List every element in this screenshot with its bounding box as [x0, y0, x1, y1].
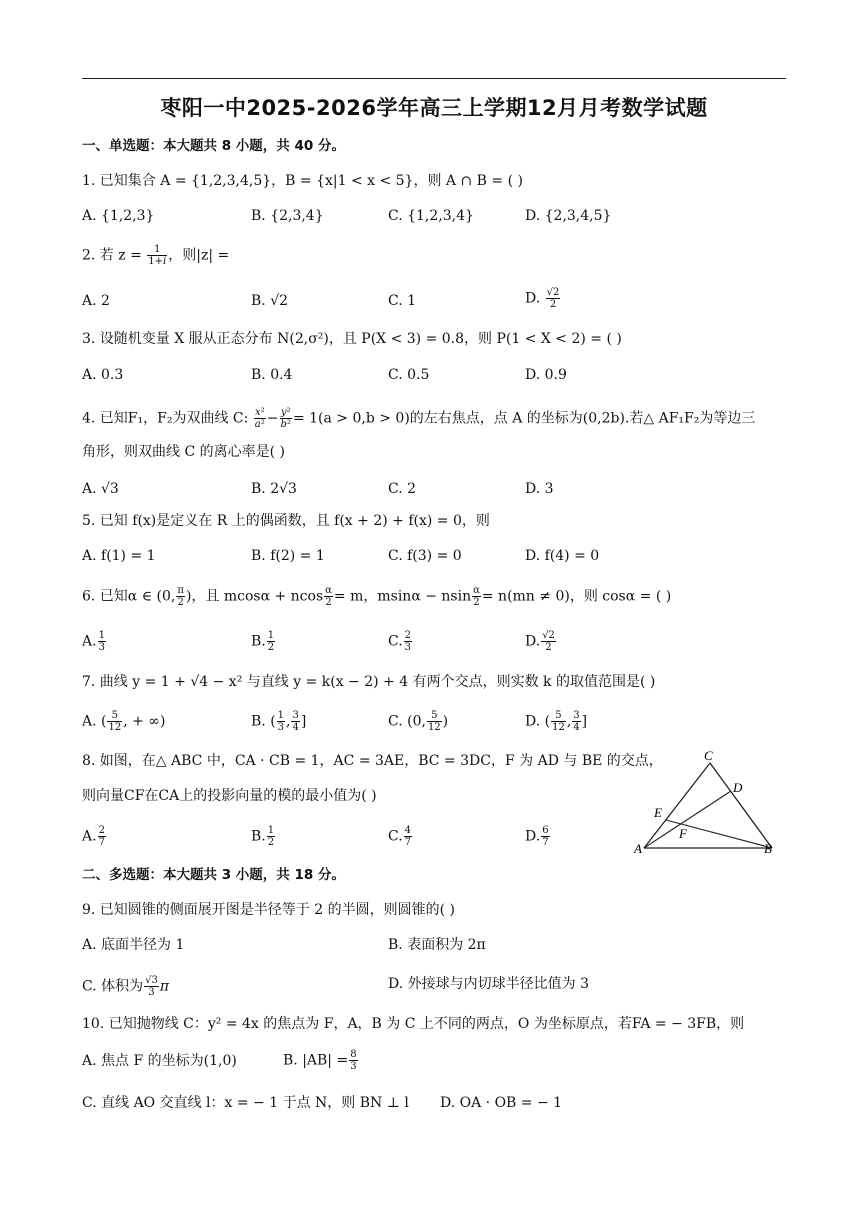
- q9-option-a: A. 底面半径为 1: [82, 937, 185, 953]
- q2-option-b: B. √2: [251, 293, 289, 309]
- question-5-stem: 5. 已知 f(x)是定义在 R 上的偶函数，且 f(x + 2) + f(x) = 0，则: [82, 513, 490, 529]
- label-d: D: [733, 780, 743, 795]
- label-e: E: [654, 805, 662, 820]
- q2-option-a: A. 2: [82, 293, 110, 309]
- q3-option-d: D. 0.9: [525, 367, 567, 383]
- label-f: F: [679, 826, 687, 841]
- question-1-stem: 1. 已知集合 A = {1,2,3,4,5}，B = {x|1 < x < 5}，则 A ∩ B = ( ): [82, 173, 523, 189]
- q8-option-d: D. $\frac{6}{7}$: [525, 825, 549, 848]
- q8-option-c: C. $\frac{4}{7}$: [388, 825, 412, 848]
- q2-option-c: C. 1: [388, 293, 417, 309]
- q5-option-c: C. f(3) = 0: [388, 548, 462, 564]
- label-c: C: [704, 748, 713, 763]
- q10-option-b: B. |AB| = $\frac{8}{3}$: [283, 1049, 357, 1072]
- q4-option-a: A. √3: [82, 481, 119, 497]
- q1-option-d: D. {2,3,4,5}: [525, 208, 612, 224]
- question-10-stem: 10. 已知抛物线 C：y² = 4x 的焦点为 F，A，B 为 C 上不同的两点，O 为坐标原点，若FA = − 3FB，则: [82, 1016, 745, 1032]
- q5-option-a: A. f(1) = 1: [82, 548, 156, 564]
- q9-option-b: B. 表面积为 2π: [388, 937, 486, 953]
- question-6-stem: 6. 已知α ∈ (0, $\frac{\pi}{2}$ )，且 mcosα + ncos $\frac{\alpha}{2}$ = m，msinα − nsin $\frac{\alpha}{2}$ = n(mn ≠ 0)，则 cosα = ( ): [82, 585, 672, 608]
- question-8-stem-line2: 则向量CF在CA上的投影向量的模的最小值为( ): [82, 788, 377, 804]
- segment-bc: [710, 763, 772, 848]
- question-4-stem-line1: 4. 已知F₁，F₂为双曲线 C: $\frac{\text{x²}}{\text{a²}}$ − $\frac{\text{y²}}{\text{b²}}$ = 1(a > 0,b > 0)的左右焦点，点 A 的坐标为(0,2b).若△ AF₁F₂为等边三: [82, 407, 756, 430]
- q10-option-d: D. OA · OB = − 1: [440, 1095, 563, 1111]
- page-title: 枣阳一中2025-2026学年高三上学期12月月考数学试题: [160, 96, 708, 120]
- q3-option-b: B. 0.4: [251, 367, 293, 383]
- q10-option-c: C. 直线 AO 交直线 l：x = − 1 于点 N，则 BN ⊥ l: [82, 1095, 409, 1111]
- q1-option-a: A. {1,2,3}: [82, 208, 155, 224]
- q1-option-b: B. {2,3,4}: [251, 208, 324, 224]
- header-rule: [82, 78, 786, 79]
- label-b: B: [764, 841, 772, 856]
- q8-option-b: B. $\frac{1}{2}$: [251, 825, 275, 848]
- q7-option-a: A. ( $\frac{5}{12}$ , + ∞): [82, 710, 166, 733]
- q1-option-c: C. {1,2,3,4}: [388, 208, 474, 224]
- q8-option-a: A. $\frac{2}{7}$: [82, 825, 105, 848]
- q7-option-b: B. ( $\frac{1}{3}$ , $\frac{3}{4}$ ]: [251, 710, 307, 733]
- q2-option-d: D. $\frac{√2}{2}$: [525, 287, 560, 310]
- q3-option-c: C. 0.5: [388, 367, 430, 383]
- label-a: A: [634, 841, 642, 856]
- q4-option-b: B. 2√3: [251, 481, 297, 497]
- q7-option-c: C. (0, $\frac{5}{12}$ ): [388, 710, 449, 733]
- q6-option-c: C. $\frac{2}{3}$: [388, 630, 412, 653]
- section-single-choice: 一、单选题：本大题共 8 小题，共 40 分。: [82, 138, 345, 154]
- q5-option-d: D. f(4) = 0: [525, 548, 600, 564]
- q3-option-a: A. 0.3: [82, 367, 124, 383]
- q10-option-a: A. 焦点 F 的坐标为(1,0): [82, 1053, 237, 1069]
- triangle-figure: [632, 745, 782, 860]
- section-multi-choice: 二、多选题：本大题共 3 小题，共 18 分。: [82, 867, 345, 883]
- question-8-stem-line1: 8. 如图，在△ ABC 中，CA · CB = 1，AC = 3AE，BC = 3DC，F 为 AD 与 BE 的交点，: [82, 753, 663, 769]
- question-4-stem-line2: 角形，则双曲线 C 的离心率是( ): [82, 444, 285, 460]
- q4-option-d: D. 3: [525, 481, 554, 497]
- q6-option-a: A. $\frac{1}{3}$: [82, 630, 105, 653]
- q6-option-b: B. $\frac{1}{2}$: [251, 630, 275, 653]
- q6-option-d: D. $\frac{√2}{2}$: [525, 630, 555, 653]
- question-2-stem: 2. 若 z = $\frac{1}{1+i}$ ，则|z| =: [82, 244, 230, 267]
- question-7-stem: 7. 曲线 y = 1 + √4 − x² 与直线 y = k(x − 2) + 4 有两个交点，则实数 k 的取值范围是( ): [82, 674, 656, 690]
- q9-option-d: D. 外接球与内切球半径比值为 3: [388, 976, 589, 992]
- q4-option-c: C. 2: [388, 481, 417, 497]
- question-9-stem: 9. 已知圆锥的侧面展开图是半径等于 2 的半圆，则圆锥的( ): [82, 902, 455, 918]
- question-3-stem: 3. 设随机变量 X 服从正态分布 N(2,σ²)，且 P(X < 3) = 0.8，则 P(1 < X < 2) = ( ): [82, 331, 622, 347]
- q9-option-c: C. 体积为 $\frac{√3}{3}$ π: [82, 975, 170, 998]
- q5-option-b: B. f(2) = 1: [251, 548, 325, 564]
- q7-option-d: D. ( $\frac{5}{12}$ , $\frac{3}{4}$ ]: [525, 710, 588, 733]
